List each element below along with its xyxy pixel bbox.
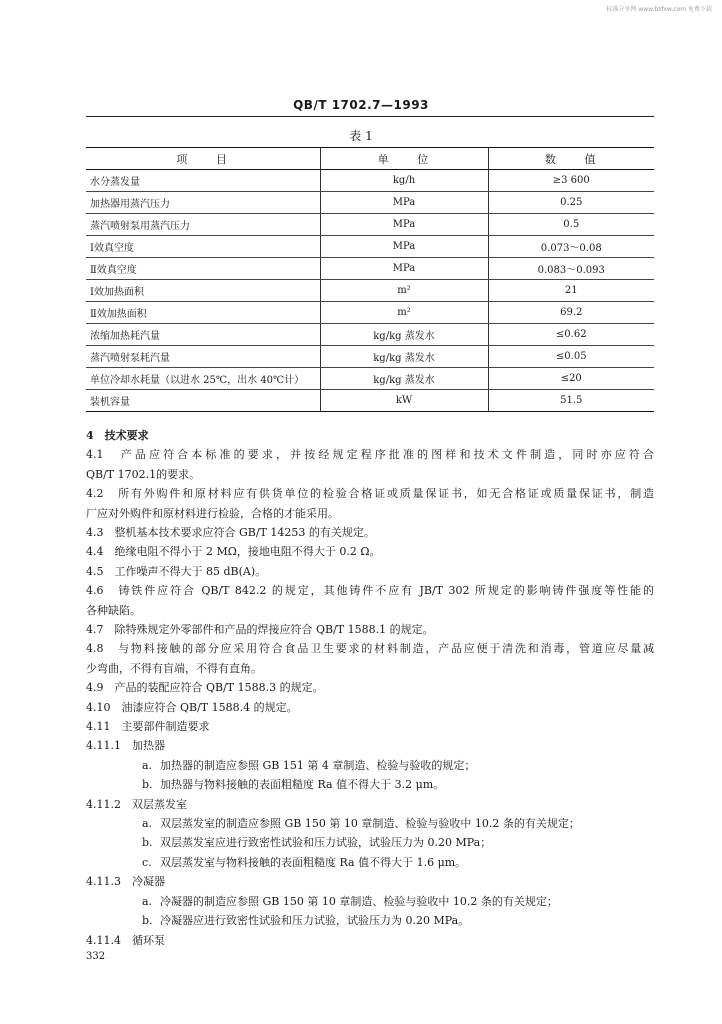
table-cell-value: ≥3 600 bbox=[488, 170, 654, 192]
table-cell-unit: m² bbox=[320, 280, 488, 302]
table-row bbox=[86, 258, 654, 280]
watermark: 标准分享网 www.bzfxw.com 免费下载 bbox=[606, 6, 712, 13]
clause-4-11-3-title: 4.11.3 冷凝器 bbox=[86, 875, 165, 889]
table-cell-unit: kg/kg 蒸发水 bbox=[320, 346, 488, 368]
clause-4-11-1-item-a bbox=[86, 756, 654, 775]
item-marker: a. bbox=[142, 758, 153, 772]
clause-4-1-line1: 4.1 产品应符合本标准的要求，并按经规定程序批准的图样和技术文件制造，同时亦应符合 bbox=[86, 448, 654, 462]
clause-4-11-2-item-b bbox=[86, 833, 654, 852]
table-cell-item: 浓缩加热耗汽量 bbox=[86, 324, 320, 346]
table-row bbox=[86, 390, 654, 412]
clause-4-11-2-item-c bbox=[86, 853, 654, 872]
table-cell-item: Ⅱ效真空度 bbox=[86, 258, 320, 280]
table-cell-unit: MPa bbox=[320, 236, 488, 258]
clause-4-2-line1: 4.2 所有外购件和原材料应有供货单位的检验合格证或质量保证书，如无合格证或质量保证书，制造 bbox=[86, 487, 654, 501]
clause-4-11-1-title: 4.11.1 加热器 bbox=[86, 739, 165, 753]
item-text: 加热器与物料接触的表面粗糙度 Ra 值不得大于 3.2 μm。 bbox=[160, 778, 445, 792]
clause-4-8-line2: 少弯曲，不得有盲端，不得有直角。 bbox=[86, 661, 262, 675]
item-marker: a. bbox=[142, 894, 153, 908]
table-caption: 表 1 bbox=[349, 129, 373, 143]
table-cell-value: 0.25 bbox=[488, 192, 654, 214]
table-cell-item: 蒸汽喷射泵用蒸汽压力 bbox=[86, 214, 320, 236]
table-cell-unit: kg/kg 蒸发水 bbox=[320, 324, 488, 346]
item-marker: b. bbox=[142, 914, 153, 928]
item-text: 双层蒸发室应进行致密性试验和压力试验，试验压力为 0.20 MPa； bbox=[160, 836, 492, 850]
table-cell-unit: kW bbox=[320, 390, 488, 412]
clause-4-10: 4.10 油漆应符合 QB/T 1588.4 的规定。 bbox=[86, 700, 298, 714]
clause-4-11-2-item-a bbox=[86, 814, 654, 833]
table-cell-value: 0.083～0.093 bbox=[488, 258, 654, 280]
table-cell-item: Ⅱ效加热面积 bbox=[86, 302, 320, 324]
table-row bbox=[86, 214, 654, 236]
clause-4-8-line1: 4.8 与物料接触的部分应采用符合食品卫生要求的材料制造，产品应便于清洗和消毒，管道应尽量减 bbox=[86, 642, 654, 656]
table-row bbox=[86, 236, 654, 258]
clause-4-9: 4.9 产品的装配应符合 QB/T 1588.3 的规定。 bbox=[86, 681, 324, 695]
table-cell-unit: MPa bbox=[320, 214, 488, 236]
item-text: 冷凝器的制造应参照 GB 150 第 10 章制造、检验与验收中 10.2 条的有关规定； bbox=[160, 894, 558, 908]
clause-4-11-1-item-b bbox=[86, 775, 654, 794]
clause-4-4: 4.4 绝缘电阻不得小于 2 MΩ，接地电阻不得大于 0.2 Ω。 bbox=[86, 545, 381, 559]
page-number: 332 bbox=[86, 951, 106, 962]
clause-4-11-4-title: 4.11.4 循环泵 bbox=[86, 933, 165, 947]
header-rule bbox=[86, 116, 654, 117]
table-row bbox=[86, 346, 654, 368]
section-heading-4 bbox=[86, 426, 654, 445]
clause-4-11: 4.11 主要部件制造要求 bbox=[86, 720, 210, 734]
table-cell-value: 0.073～0.08 bbox=[488, 236, 654, 258]
table-cell-item: 蒸汽喷射泵耗汽量 bbox=[86, 346, 320, 368]
item-marker: b. bbox=[142, 836, 153, 850]
table-cell-value: 0.5 bbox=[488, 214, 654, 236]
item-text: 双层蒸发室与物料接触的表面粗糙度 Ra 值不得大于 1.6 μm。 bbox=[160, 855, 467, 869]
table-cell-value: 69.2 bbox=[488, 302, 654, 324]
column-header-value: 数 值 bbox=[488, 148, 654, 170]
section-title: 技术要求 bbox=[104, 429, 149, 442]
item-marker: a. bbox=[142, 817, 153, 831]
clause-4-6-line1: 4.6 铸铁件应符合 QB/T 842.2 的规定，其他铸件不应有 JB/T 302 所规定的影响铸件强度等性能的 bbox=[86, 584, 654, 598]
table-row bbox=[86, 368, 654, 390]
clause-4-5: 4.5 工作噪声不得大于 85 dB(A)。 bbox=[86, 564, 267, 578]
table-cell-value: ≤20 bbox=[488, 368, 654, 390]
clause-4-1-line2: QB/T 1702.1的要求。 bbox=[86, 467, 201, 481]
table-cell-item: Ⅰ效真空度 bbox=[86, 236, 320, 258]
table-cell-unit: kg/h bbox=[320, 170, 488, 192]
table-row bbox=[86, 280, 654, 302]
clause-4-11-3-item-b bbox=[86, 911, 654, 930]
table-header-row bbox=[86, 148, 654, 170]
standard-code-header: QB/T 1702.7—1993 bbox=[293, 98, 429, 112]
column-header-unit: 单 位 bbox=[320, 148, 488, 170]
clause-4-3: 4.3 整机基本技术要求应符合 GB/T 14253 的有关规定。 bbox=[86, 526, 375, 539]
table-row bbox=[86, 324, 654, 346]
column-header-item: 项 目 bbox=[86, 148, 320, 170]
item-marker: c. bbox=[142, 855, 152, 869]
clause-4-11-3-item-a bbox=[86, 892, 654, 911]
table-cell-value: ≤0.62 bbox=[488, 324, 654, 346]
table-cell-item: 装机容量 bbox=[86, 390, 320, 412]
table-row bbox=[86, 192, 654, 214]
body-text bbox=[86, 426, 654, 950]
table-cell-item: 加热器用蒸汽压力 bbox=[86, 192, 320, 214]
table-row bbox=[86, 170, 654, 192]
item-text: 双层蒸发室的制造应参照 GB 150 第 10 章制造、检验与验收中 10.2 条的有关规定； bbox=[160, 817, 580, 831]
table-cell-value: 51.5 bbox=[488, 390, 654, 412]
table-cell-value: 21 bbox=[488, 280, 654, 302]
item-marker: b. bbox=[142, 778, 153, 792]
table-cell-unit: MPa bbox=[320, 192, 488, 214]
table-cell-unit: m² bbox=[320, 302, 488, 324]
spec-table bbox=[86, 147, 654, 412]
table-cell-unit: MPa bbox=[320, 258, 488, 280]
clause-4-7: 4.7 除特殊规定外零部件和产品的焊接应符合 QB/T 1588.1 的规定。 bbox=[86, 623, 434, 637]
table-cell-item: 单位冷却水耗量（以进水 25℃，出水 40℃计） bbox=[86, 368, 320, 390]
item-text: 冷凝器应进行致密性试验和压力试验，试验压力为 0.20 MPa。 bbox=[160, 914, 470, 928]
table-row bbox=[86, 302, 654, 324]
item-text: 加热器的制造应参照 GB 151 第 4 章制造、检验与验收的规定； bbox=[160, 758, 476, 772]
clause-4-6-line2: 各种缺陷。 bbox=[86, 603, 141, 617]
table-cell-item: 水分蒸发量 bbox=[86, 170, 320, 192]
table-cell-value: ≤0.05 bbox=[488, 346, 654, 368]
clause-4-11-2-title: 4.11.2 双层蒸发室 bbox=[86, 797, 187, 811]
table-cell-unit: kg/kg 蒸发水 bbox=[320, 368, 488, 390]
clause-4-2-line2: 厂应对外购件和原材料进行检验，合格的才能采用。 bbox=[86, 506, 339, 520]
section-number: 4 bbox=[86, 429, 94, 442]
table-cell-item: Ⅰ效加热面积 bbox=[86, 280, 320, 302]
